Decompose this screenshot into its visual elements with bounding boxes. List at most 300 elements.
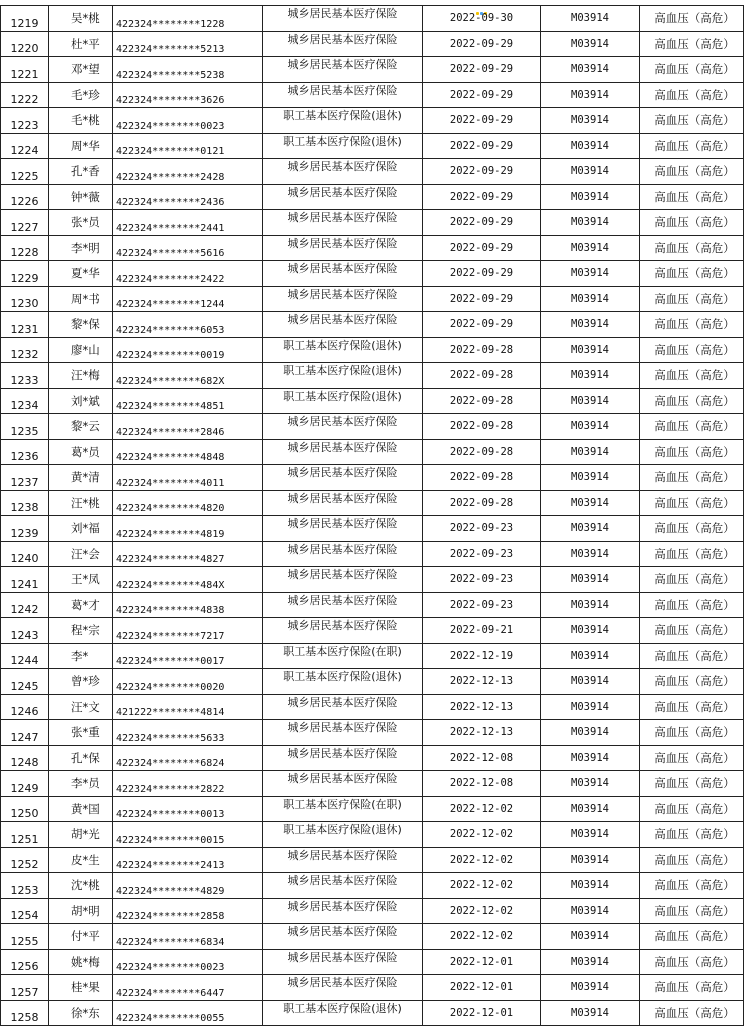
patient-name-cell: 夏*华 [49, 261, 113, 287]
visit-date-cell: 2022-12-08 [423, 771, 541, 797]
visit-date-cell: 2022-12-13 [423, 694, 541, 720]
patient-name-cell: 李*明 [49, 235, 113, 261]
id-number-cell: 422324********682X [113, 363, 263, 389]
patient-name-cell: 黎*云 [49, 414, 113, 440]
insurance-type-cell: 城乡居民基本医疗保险 [263, 261, 423, 287]
table-row [1, 516, 744, 542]
disease-code-cell: M03914 [541, 312, 640, 338]
insurance-type-cell: 城乡居民基本医疗保险 [263, 312, 423, 338]
table-row [1, 184, 744, 210]
patient-name-cell: 周*书 [49, 286, 113, 312]
disease-code-cell: M03914 [541, 694, 640, 720]
diagnosis-cell: 高血压（高危） [640, 108, 744, 134]
table-row [1, 949, 744, 975]
patient-name-cell: 葛*员 [49, 439, 113, 465]
row-number-cell: 1258 [1, 1000, 49, 1026]
row-number-cell: 1240 [1, 541, 49, 567]
table-row [1, 796, 744, 822]
insurance-type-cell: 职工基本医疗保险(在职) [263, 796, 423, 822]
id-number-cell: 422324********4820 [113, 490, 263, 516]
diagnosis-cell: 高血压（高危） [640, 414, 744, 440]
disease-code-cell: M03914 [541, 669, 640, 695]
disease-code-cell: M03914 [541, 82, 640, 108]
row-number-cell: 1245 [1, 669, 49, 695]
id-number-cell: 422324********2858 [113, 898, 263, 924]
diagnosis-cell: 高血压（高危） [640, 592, 744, 618]
visit-date-cell: 2022-09-29 [423, 108, 541, 134]
patient-name-cell: 汪*文 [49, 694, 113, 720]
visit-date-cell: 2022-09-29 [423, 159, 541, 185]
visit-date-cell: 2022-09-28 [423, 490, 541, 516]
insurance-type-cell: 城乡居民基本医疗保险 [263, 720, 423, 746]
disease-code-cell: M03914 [541, 567, 640, 593]
visit-date-cell: 2022-09-29 [423, 261, 541, 287]
row-number-cell: 1242 [1, 592, 49, 618]
diagnosis-cell: 高血压（高危） [640, 184, 744, 210]
insurance-type-cell: 城乡居民基本医疗保险 [263, 6, 423, 32]
diagnosis-cell: 高血压（高危） [640, 618, 744, 644]
table-row [1, 312, 744, 338]
row-number-cell: 1257 [1, 975, 49, 1001]
visit-date-cell: 2022-09-29 [423, 31, 541, 57]
id-number-cell: 422324********4851 [113, 388, 263, 414]
row-number-cell: 1232 [1, 337, 49, 363]
id-number-cell: 422324********2413 [113, 847, 263, 873]
disease-code-cell: M03914 [541, 261, 640, 287]
id-number-cell: 422324********0023 [113, 108, 263, 134]
table-row [1, 643, 744, 669]
insurance-type-cell: 城乡居民基本医疗保险 [263, 873, 423, 899]
visit-date-cell: 2022-12-02 [423, 873, 541, 899]
table-row [1, 108, 744, 134]
table-row [1, 541, 744, 567]
id-number-cell: 422324********0023 [113, 949, 263, 975]
row-number-cell: 1219 [1, 6, 49, 32]
table-row [1, 720, 744, 746]
insurance-type-cell: 城乡居民基本医疗保险 [263, 210, 423, 236]
row-number-cell: 1251 [1, 822, 49, 848]
table-row [1, 388, 744, 414]
disease-code-cell: M03914 [541, 771, 640, 797]
visit-date-cell: 2022-09-23 [423, 592, 541, 618]
patient-name-cell: 曾*珍 [49, 669, 113, 695]
table-row [1, 363, 744, 389]
table-row [1, 465, 744, 491]
disease-code-cell: M03914 [541, 541, 640, 567]
insurance-type-cell: 职工基本医疗保险(退休) [263, 388, 423, 414]
disease-code-cell: M03914 [541, 796, 640, 822]
id-number-cell: 422324********2428 [113, 159, 263, 185]
row-number-cell: 1234 [1, 388, 49, 414]
row-number-cell: 1236 [1, 439, 49, 465]
disease-code-cell: M03914 [541, 235, 640, 261]
table-row [1, 745, 744, 771]
disease-code-cell: M03914 [541, 592, 640, 618]
patient-name-cell: 徐*东 [49, 1000, 113, 1026]
insurance-type-cell: 城乡居民基本医疗保险 [263, 57, 423, 83]
id-number-cell: 422324********5213 [113, 31, 263, 57]
row-number-cell: 1239 [1, 516, 49, 542]
visit-date-cell: 2022-09-28 [423, 414, 541, 440]
table-row [1, 669, 744, 695]
table-row [1, 618, 744, 644]
patient-name-cell: 黎*保 [49, 312, 113, 338]
insurance-type-cell: 职工基本医疗保险(退休) [263, 363, 423, 389]
patient-name-cell: 张*员 [49, 210, 113, 236]
id-number-cell: 421222********4814 [113, 694, 263, 720]
disease-code-cell: M03914 [541, 1000, 640, 1026]
disease-code-cell: M03914 [541, 643, 640, 669]
insurance-type-cell: 城乡居民基本医疗保险 [263, 771, 423, 797]
row-number-cell: 1233 [1, 363, 49, 389]
visit-date-cell: 2022-09-28 [423, 388, 541, 414]
table-row [1, 6, 744, 32]
id-number-cell: 422324********6824 [113, 745, 263, 771]
id-number-cell: 422324********3626 [113, 82, 263, 108]
id-number-cell: 422324********2436 [113, 184, 263, 210]
row-number-cell: 1223 [1, 108, 49, 134]
row-number-cell: 1243 [1, 618, 49, 644]
disease-code-cell: M03914 [541, 949, 640, 975]
diagnosis-cell: 高血压（高危） [640, 541, 744, 567]
id-number-cell: 422324********0020 [113, 669, 263, 695]
diagnosis-cell: 高血压（高危） [640, 6, 744, 32]
patient-name-cell: 孔*香 [49, 159, 113, 185]
patient-name-cell: 葛*才 [49, 592, 113, 618]
insurance-type-cell: 城乡居民基本医疗保险 [263, 924, 423, 950]
row-number-cell: 1254 [1, 898, 49, 924]
table-row [1, 337, 744, 363]
id-number-cell: 422324********6834 [113, 924, 263, 950]
id-number-cell: 422324********6447 [113, 975, 263, 1001]
insurance-type-cell: 城乡居民基本医疗保险 [263, 592, 423, 618]
insurance-type-cell: 职工基本医疗保险(退休) [263, 1000, 423, 1026]
row-number-cell: 1250 [1, 796, 49, 822]
visit-date-cell: 2022-12-13 [423, 669, 541, 695]
patient-name-cell: 刘*福 [49, 516, 113, 542]
diagnosis-cell: 高血压（高危） [640, 210, 744, 236]
diagnosis-cell: 高血压（高危） [640, 847, 744, 873]
row-number-cell: 1227 [1, 210, 49, 236]
disease-code-cell: M03914 [541, 847, 640, 873]
visit-date-cell: 2022-09-23 [423, 516, 541, 542]
table-row [1, 261, 744, 287]
diagnosis-cell: 高血压（高危） [640, 694, 744, 720]
table-row [1, 31, 744, 57]
patient-name-cell: 黄*国 [49, 796, 113, 822]
patient-name-cell: 汪*会 [49, 541, 113, 567]
disease-code-cell: M03914 [541, 439, 640, 465]
insurance-type-cell: 城乡居民基本医疗保险 [263, 184, 423, 210]
patient-name-cell: 程*宗 [49, 618, 113, 644]
diagnosis-cell: 高血压（高危） [640, 465, 744, 491]
insurance-type-cell: 职工基本医疗保险(在职) [263, 643, 423, 669]
patient-name-cell: 姚*梅 [49, 949, 113, 975]
row-number-cell: 1247 [1, 720, 49, 746]
table-row [1, 159, 744, 185]
row-number-cell: 1246 [1, 694, 49, 720]
visit-date-cell: 2022-09-29 [423, 286, 541, 312]
insurance-type-cell: 城乡居民基本医疗保险 [263, 439, 423, 465]
insurance-type-cell: 城乡居民基本医疗保险 [263, 286, 423, 312]
table-row [1, 771, 744, 797]
visit-date-cell: 2022-09-29 [423, 57, 541, 83]
patient-name-cell: 付*平 [49, 924, 113, 950]
row-number-cell: 1241 [1, 567, 49, 593]
insurance-type-cell: 城乡居民基本医疗保险 [263, 847, 423, 873]
disease-code-cell: M03914 [541, 6, 640, 32]
insurance-type-cell: 城乡居民基本医疗保险 [263, 975, 423, 1001]
table-row [1, 822, 744, 848]
diagnosis-cell: 高血压（高危） [640, 31, 744, 57]
insurance-type-cell: 城乡居民基本医疗保险 [263, 949, 423, 975]
table-row [1, 82, 744, 108]
visit-date-cell: 2022-09-28 [423, 465, 541, 491]
visit-date-cell: 2022-12-02 [423, 796, 541, 822]
visit-date-cell: 2022-09-23 [423, 567, 541, 593]
row-number-cell: 1248 [1, 745, 49, 771]
row-number-cell: 1238 [1, 490, 49, 516]
table-row [1, 57, 744, 83]
table-row [1, 414, 744, 440]
insurance-type-cell: 职工基本医疗保险(退休) [263, 337, 423, 363]
diagnosis-cell: 高血压（高危） [640, 439, 744, 465]
table-row [1, 975, 744, 1001]
visit-date-cell: 2022-09-29 [423, 133, 541, 159]
patient-name-cell: 胡*明 [49, 898, 113, 924]
row-number-cell: 1231 [1, 312, 49, 338]
diagnosis-cell: 高血压（高危） [640, 720, 744, 746]
visit-date-cell: 2022-09-28 [423, 439, 541, 465]
insurance-type-cell: 城乡居民基本医疗保险 [263, 490, 423, 516]
disease-code-cell: M03914 [541, 873, 640, 899]
diagnosis-cell: 高血压（高危） [640, 363, 744, 389]
table-row [1, 898, 744, 924]
patient-table [0, 5, 744, 1026]
disease-code-cell: M03914 [541, 924, 640, 950]
row-number-cell: 1228 [1, 235, 49, 261]
diagnosis-cell: 高血压（高危） [640, 669, 744, 695]
table-row [1, 1000, 744, 1026]
diagnosis-cell: 高血压（高危） [640, 159, 744, 185]
patient-name-cell: 钟*薇 [49, 184, 113, 210]
visit-date-cell: 2022-12-02 [423, 847, 541, 873]
diagnosis-cell: 高血压（高危） [640, 82, 744, 108]
disease-code-cell: M03914 [541, 133, 640, 159]
table-row [1, 235, 744, 261]
visit-date-cell: 2022-12-19 [423, 643, 541, 669]
visit-date-cell: 2022-09-21 [423, 618, 541, 644]
id-number-cell: 422324********0055 [113, 1000, 263, 1026]
id-number-cell: 422324********4848 [113, 439, 263, 465]
disease-code-cell: M03914 [541, 388, 640, 414]
visit-date-cell: 2022-09-23 [423, 541, 541, 567]
row-number-cell: 1249 [1, 771, 49, 797]
visit-date-cell: 2022-09-30 [423, 6, 541, 32]
visit-date-cell: 2022-12-01 [423, 1000, 541, 1026]
id-number-cell: 422324********2846 [113, 414, 263, 440]
row-number-cell: 1244 [1, 643, 49, 669]
patient-name-cell: 杜*平 [49, 31, 113, 57]
diagnosis-cell: 高血压（高危） [640, 975, 744, 1001]
visit-date-cell: 2022-09-29 [423, 312, 541, 338]
id-number-cell: 422324********484X [113, 567, 263, 593]
id-number-cell: 422324********1228 [113, 6, 263, 32]
visit-date-cell: 2022-12-02 [423, 898, 541, 924]
table-row [1, 873, 744, 899]
diagnosis-cell: 高血压（高危） [640, 312, 744, 338]
id-number-cell: 422324********0017 [113, 643, 263, 669]
insurance-type-cell: 职工基本医疗保险(退休) [263, 108, 423, 134]
insurance-type-cell: 职工基本医疗保险(退休) [263, 133, 423, 159]
patient-name-cell: 张*重 [49, 720, 113, 746]
insurance-type-cell: 城乡居民基本医疗保险 [263, 516, 423, 542]
table-body [1, 6, 744, 1026]
row-number-cell: 1255 [1, 924, 49, 950]
disease-code-cell: M03914 [541, 822, 640, 848]
disease-code-cell: M03914 [541, 210, 640, 236]
id-number-cell: 422324********5633 [113, 720, 263, 746]
visit-date-cell: 2022-09-29 [423, 82, 541, 108]
diagnosis-cell: 高血压（高危） [640, 516, 744, 542]
diagnosis-cell: 高血压（高危） [640, 337, 744, 363]
disease-code-cell: M03914 [541, 363, 640, 389]
diagnosis-cell: 高血压（高危） [640, 822, 744, 848]
insurance-type-cell: 城乡居民基本医疗保险 [263, 465, 423, 491]
table-row [1, 286, 744, 312]
insurance-type-cell: 城乡居民基本医疗保险 [263, 618, 423, 644]
visit-date-cell: 2022-12-02 [423, 822, 541, 848]
visit-date-cell: 2022-09-29 [423, 184, 541, 210]
diagnosis-cell: 高血压（高危） [640, 643, 744, 669]
table-row [1, 924, 744, 950]
patient-name-cell: 胡*光 [49, 822, 113, 848]
disease-code-cell: M03914 [541, 31, 640, 57]
row-number-cell: 1252 [1, 847, 49, 873]
row-number-cell: 1256 [1, 949, 49, 975]
insurance-type-cell: 城乡居民基本医疗保险 [263, 567, 423, 593]
patient-name-cell: 黄*清 [49, 465, 113, 491]
insurance-type-cell: 城乡居民基本医疗保险 [263, 694, 423, 720]
insurance-type-cell: 城乡居民基本医疗保险 [263, 541, 423, 567]
diagnosis-cell: 高血压（高危） [640, 873, 744, 899]
diagnosis-cell: 高血压（高危） [640, 490, 744, 516]
diagnosis-cell: 高血压（高危） [640, 771, 744, 797]
diagnosis-cell: 高血压（高危） [640, 796, 744, 822]
disease-code-cell: M03914 [541, 108, 640, 134]
patient-name-cell: 汪*梅 [49, 363, 113, 389]
insurance-type-cell: 职工基本医疗保险(退休) [263, 669, 423, 695]
visit-date-cell: 2022-09-29 [423, 235, 541, 261]
diagnosis-cell: 高血压（高危） [640, 898, 744, 924]
disease-code-cell: M03914 [541, 465, 640, 491]
disease-code-cell: M03914 [541, 184, 640, 210]
patient-name-cell: 王*凤 [49, 567, 113, 593]
id-number-cell: 422324********5238 [113, 57, 263, 83]
disease-code-cell: M03914 [541, 57, 640, 83]
table-row [1, 694, 744, 720]
insurance-type-cell: 职工基本医疗保险(退休) [263, 822, 423, 848]
row-number-cell: 1229 [1, 261, 49, 287]
row-number-cell: 1253 [1, 873, 49, 899]
patient-name-cell: 周*华 [49, 133, 113, 159]
table-row [1, 210, 744, 236]
diagnosis-cell: 高血压（高危） [640, 133, 744, 159]
disease-code-cell: M03914 [541, 286, 640, 312]
table-row [1, 567, 744, 593]
patient-name-cell: 沈*桃 [49, 873, 113, 899]
patient-name-cell: 李*员 [49, 771, 113, 797]
disease-code-cell: M03914 [541, 975, 640, 1001]
visit-date-cell: 2022-09-28 [423, 337, 541, 363]
patient-name-cell: 廖*山 [49, 337, 113, 363]
disease-code-cell: M03914 [541, 898, 640, 924]
id-number-cell: 422324********2441 [113, 210, 263, 236]
id-number-cell: 422324********2422 [113, 261, 263, 287]
diagnosis-cell: 高血压（高危） [640, 261, 744, 287]
table-row [1, 490, 744, 516]
disease-code-cell: M03914 [541, 337, 640, 363]
id-number-cell: 422324********4011 [113, 465, 263, 491]
table-row [1, 133, 744, 159]
patient-name-cell: 桂*果 [49, 975, 113, 1001]
diagnosis-cell: 高血压（高危） [640, 949, 744, 975]
id-number-cell: 422324********0019 [113, 337, 263, 363]
id-number-cell: 422324********2822 [113, 771, 263, 797]
diagnosis-cell: 高血压（高危） [640, 1000, 744, 1026]
patient-name-cell: 邓*望 [49, 57, 113, 83]
visit-date-cell: 2022-12-01 [423, 975, 541, 1001]
disease-code-cell: M03914 [541, 745, 640, 771]
visit-date-cell: 2022-12-02 [423, 924, 541, 950]
insurance-type-cell: 城乡居民基本医疗保险 [263, 31, 423, 57]
id-number-cell: 422324********7217 [113, 618, 263, 644]
id-number-cell: 422324********0013 [113, 796, 263, 822]
patient-name-cell: 毛*珍 [49, 82, 113, 108]
visit-date-cell: 2022-12-13 [423, 720, 541, 746]
insurance-type-cell: 城乡居民基本医疗保险 [263, 414, 423, 440]
visit-date-cell: 2022-09-29 [423, 210, 541, 236]
row-number-cell: 1224 [1, 133, 49, 159]
id-number-cell: 422324********4829 [113, 873, 263, 899]
diagnosis-cell: 高血压（高危） [640, 286, 744, 312]
insurance-type-cell: 城乡居民基本医疗保险 [263, 159, 423, 185]
patient-name-cell: 吴*桃 [49, 6, 113, 32]
visit-date-cell: 2022-12-01 [423, 949, 541, 975]
id-number-cell: 422324********4819 [113, 516, 263, 542]
row-number-cell: 1237 [1, 465, 49, 491]
disease-code-cell: M03914 [541, 159, 640, 185]
row-number-cell: 1220 [1, 31, 49, 57]
id-number-cell: 422324********6053 [113, 312, 263, 338]
insurance-type-cell: 城乡居民基本医疗保险 [263, 745, 423, 771]
id-number-cell: 422324********0015 [113, 822, 263, 848]
disease-code-cell: M03914 [541, 414, 640, 440]
table-row [1, 847, 744, 873]
id-number-cell: 422324********4838 [113, 592, 263, 618]
disease-code-cell: M03914 [541, 516, 640, 542]
id-number-cell: 422324********5616 [113, 235, 263, 261]
patient-name-cell: 李* [49, 643, 113, 669]
patient-name-cell: 孔*保 [49, 745, 113, 771]
id-number-cell: 422324********1244 [113, 286, 263, 312]
row-number-cell: 1230 [1, 286, 49, 312]
diagnosis-cell: 高血压（高危） [640, 388, 744, 414]
row-number-cell: 1225 [1, 159, 49, 185]
diagnosis-cell: 高血压（高危） [640, 235, 744, 261]
disease-code-cell: M03914 [541, 618, 640, 644]
table-row [1, 592, 744, 618]
